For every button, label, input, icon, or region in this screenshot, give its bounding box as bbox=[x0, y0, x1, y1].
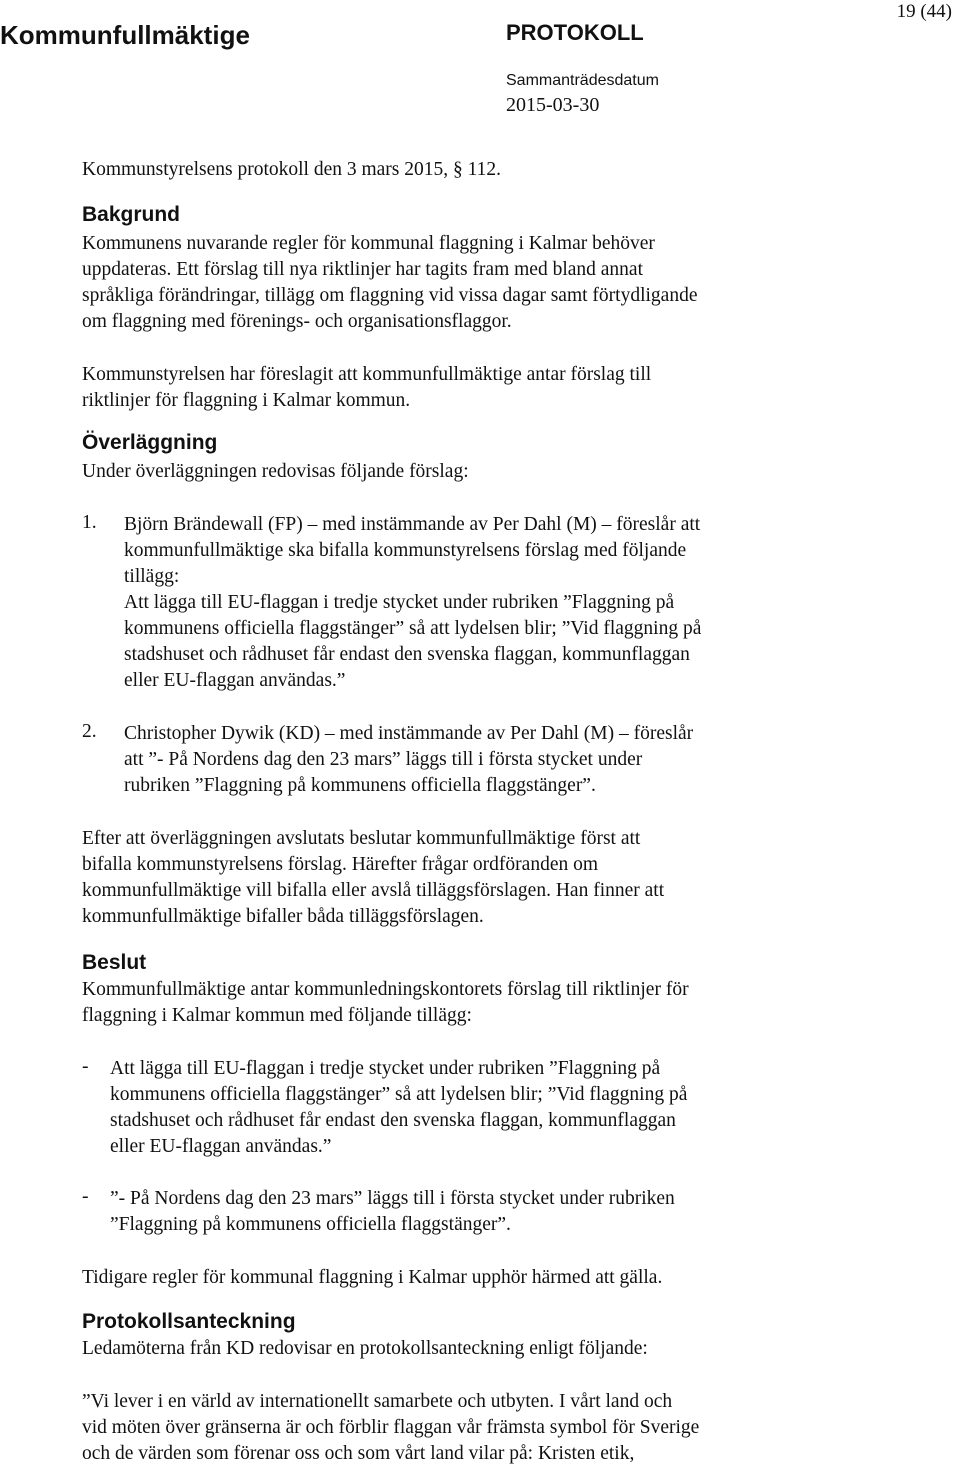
deliberation-item-line: rubriken ”Flaggning på kommunens officiella flaggstänger”. bbox=[124, 775, 596, 796]
deliberation-item-line: att ”- På Nordens dag den 23 mars” läggs till i första stycket under bbox=[124, 749, 643, 770]
background-line: Kommunens nuvarande regler för kommunal flaggning i Kalmar behöver bbox=[82, 233, 655, 254]
decision-item-bullet: - bbox=[82, 1056, 89, 1077]
annotation-heading: Protokollsanteckning bbox=[82, 1310, 296, 1333]
background-line: språkliga förändringar, tillägg om flaggning vid vissa dagar samt förtydligande bbox=[82, 285, 698, 306]
deliberation-item-line: Björn Brändewall (FP) – med instämmande av Per Dahl (M) – föreslår att bbox=[124, 514, 701, 535]
decision-item-line: Att lägga till EU-flaggan i tredje stycket under rubriken ”Flaggning på bbox=[110, 1058, 661, 1079]
decision-heading: Beslut bbox=[82, 951, 147, 974]
document-type: PROTOKOLL bbox=[506, 20, 644, 45]
after-deliberation-line: bifalla kommunstyrelsens förslag. Härefter frågar ordföranden om bbox=[82, 854, 599, 875]
decision-item-line: stadshuset och rådhuset får endast den svenska flaggan, kommunflaggan bbox=[110, 1110, 676, 1131]
deliberation-heading: Överläggning bbox=[82, 431, 218, 454]
decision-item-line: kommunens officiella flaggstänger” så att lydelsen blir; ”Vid flaggning på bbox=[110, 1084, 688, 1105]
decision-closing: Tidigare regler för kommunal flaggning i Kalmar upphör härmed att gälla. bbox=[82, 1267, 663, 1288]
background-line: uppdateras. Ett förslag till nya riktlinjer har tagits fram med bland annat bbox=[82, 259, 643, 280]
reference-line: Kommunstyrelsens protokoll den 3 mars 2015, § 112. bbox=[82, 159, 502, 180]
decision-intro-line: flaggning i Kalmar kommun med följande tillägg: bbox=[82, 1005, 472, 1026]
proposal-line: riktlinjer för flaggning i Kalmar kommun. bbox=[82, 390, 411, 411]
decision-item-bullet: - bbox=[82, 1186, 89, 1207]
deliberation-item-line: Att lägga till EU-flaggan i tredje stycket under rubriken ”Flaggning på bbox=[124, 592, 675, 613]
deliberation-item-line: eller EU-flaggan användas.” bbox=[124, 670, 346, 691]
deliberation-item-line: kommunfullmäktige ska bifalla kommunstyrelsens förslag med följande bbox=[124, 540, 687, 561]
proposal-line: Kommunstyrelsen har föreslagit att kommunfullmäktige antar förslag till bbox=[82, 364, 652, 385]
deliberation-item-line: tillägg: bbox=[124, 566, 180, 587]
annotation-quote-line: ”Vi lever i en värld av internationellt samarbete och utbyten. I vårt land och bbox=[82, 1391, 673, 1412]
deliberation-intro: Under överläggningen redovisas följande förslag: bbox=[82, 461, 469, 482]
page-number: 19 (44) bbox=[896, 1, 952, 22]
deliberation-item-line: kommunens officiella flaggstänger” så att lydelsen blir; ”Vid flaggning på bbox=[124, 618, 702, 639]
after-deliberation-line: Efter att överläggningen avslutats beslutar kommunfullmäktige först att bbox=[82, 828, 641, 849]
annotation-quote-line: vid möten över gränserna är och förblir flaggan vår främsta symbol för Sverige bbox=[82, 1417, 700, 1438]
annotation-intro: Ledamöterna från KD redovisar en protokollsanteckning enligt följande: bbox=[82, 1338, 648, 1359]
decision-item-line: ”Flaggning på kommunens officiella flaggstänger”. bbox=[110, 1214, 511, 1235]
decision-intro-line: Kommunfullmäktige antar kommunledningskontorets förslag till riktlinjer för bbox=[82, 979, 689, 1000]
decision-item-line: eller EU-flaggan användas.” bbox=[110, 1136, 332, 1157]
deliberation-item-number: 1. bbox=[82, 512, 97, 533]
background-line: om flaggning med förenings- och organisationsflaggor. bbox=[82, 311, 512, 332]
after-deliberation-line: kommunfullmäktige bifaller båda tilläggsförslagen. bbox=[82, 906, 484, 927]
deliberation-item-line: Christopher Dywik (KD) – med instämmande av Per Dahl (M) – föreslår bbox=[124, 723, 694, 744]
annotation-quote-line: och de värden som förenar oss och som vårt land vilar på: Kristen etik, bbox=[82, 1443, 635, 1464]
meeting-date-label: Sammanträdesdatum bbox=[506, 72, 659, 89]
background-heading: Bakgrund bbox=[82, 203, 181, 226]
organization-title: Kommunfullmäktige bbox=[0, 20, 250, 50]
decision-item-line: ”- På Nordens dag den 23 mars” läggs till i första stycket under rubriken bbox=[110, 1188, 675, 1209]
meeting-date: 2015-03-30 bbox=[506, 94, 600, 116]
after-deliberation-line: kommunfullmäktige vill bifalla eller avslå tilläggsförslagen. Han finner att bbox=[82, 880, 665, 901]
deliberation-item-line: stadshuset och rådhuset får endast den svenska flaggan, kommunflaggan bbox=[124, 644, 690, 665]
deliberation-item-number: 2. bbox=[82, 721, 97, 742]
